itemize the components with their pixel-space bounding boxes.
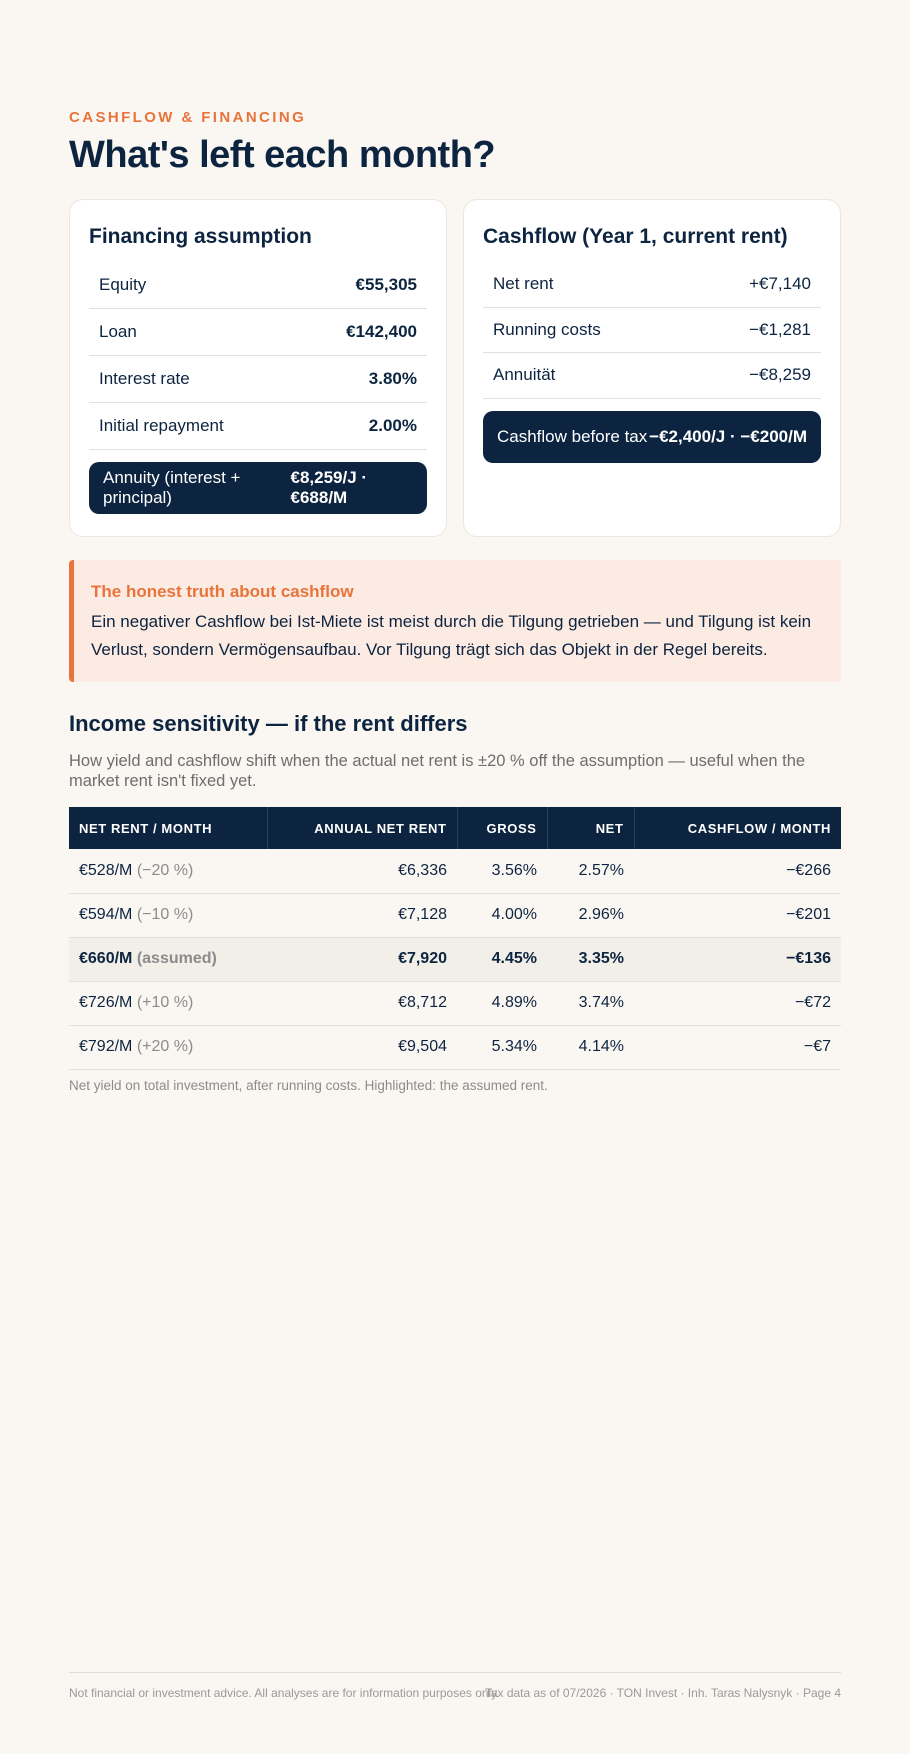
row-label: Initial repayment — [99, 416, 224, 435]
rent-value: €792/M — [79, 1038, 133, 1055]
rent-value: €660/M — [79, 950, 133, 967]
row-label: Annuität — [493, 365, 556, 385]
table-header-row — [69, 807, 841, 849]
cell-cashflow: −€7 — [634, 1025, 841, 1069]
cell-cashflow: −€266 — [634, 849, 841, 893]
row-value: −€8,259 — [749, 365, 811, 385]
cell-annual: €8,712 — [267, 981, 457, 1025]
cell-gross: 4.45% — [457, 937, 547, 981]
cashflow-card-title: Cashflow (Year 1, current rent) — [483, 225, 788, 248]
financing-row-interest-rate — [89, 356, 427, 403]
table-row — [69, 849, 841, 893]
table-footnote: Net yield on total investment, after running costs. Highlighted: the assumed rent. — [69, 1078, 548, 1093]
row-value: +€7,140 — [749, 274, 811, 294]
col-header-net: NET — [547, 807, 634, 849]
cell-net-rent — [69, 1025, 267, 1069]
section-eyebrow: CASHFLOW & FINANCING — [69, 109, 307, 126]
cell-cashflow: −€136 — [634, 937, 841, 981]
rent-tag: (−20 %) — [136, 861, 194, 879]
rent-tag: (−10 %) — [136, 906, 194, 923]
table-row-assumed — [69, 937, 841, 981]
cell-net: 2.96% — [547, 893, 634, 937]
cell-net-rent — [69, 893, 267, 937]
financing-card-title: Financing assumption — [89, 225, 312, 248]
cashflow-row-running-costs — [483, 308, 821, 354]
rent-tag: (assumed) — [136, 950, 217, 967]
sensitivity-title: Income sensitivity — if the rent differs — [69, 711, 468, 736]
col-header-cashflow: CASHFLOW / MONTH — [634, 807, 841, 849]
financing-row-equity — [89, 262, 427, 309]
cashflow-card — [463, 199, 841, 537]
row-value: 3.80% — [368, 369, 417, 388]
row-label: Running costs — [493, 319, 601, 339]
row-label: Net rent — [493, 274, 554, 294]
cashflow-rows — [483, 262, 821, 399]
callout-body: Ein negativer Cashflow bei Ist-Miete ist meist durch die Tilgung getrieben — und Tilgung ist kein Verlust, sondern Vermögensaufbau. Vor Tilgung trägt sich das Objekt in der Regel bereits. — [91, 612, 812, 659]
page-title: What's left each month? — [69, 134, 496, 176]
cashflow-summary-label: Cashflow before tax — [497, 427, 648, 446]
cashflow-summary-bar — [483, 411, 821, 463]
rent-value: €528/M — [79, 861, 133, 879]
annuity-summary-value: €8,259/J · €688/M — [290, 468, 368, 507]
annuity-summary-bar — [89, 462, 427, 514]
footer-divider — [69, 1672, 841, 1673]
row-value: −€1,281 — [749, 319, 811, 339]
callout-title: The honest truth about cashflow — [91, 582, 354, 601]
table-row — [69, 893, 841, 937]
cell-annual: €6,336 — [267, 849, 457, 893]
cell-annual: €7,128 — [267, 893, 457, 937]
rent-value: €726/M — [79, 994, 133, 1011]
row-label: Equity — [99, 275, 147, 294]
table-row — [69, 981, 841, 1025]
cashflow-summary-value: −€2,400/J · −€200/M — [649, 427, 807, 446]
cell-gross: 3.56% — [457, 849, 547, 893]
cell-gross: 4.00% — [457, 893, 547, 937]
cell-net-rent — [69, 849, 267, 893]
cell-cashflow: −€72 — [634, 981, 841, 1025]
honest-truth-callout — [69, 560, 841, 682]
footer-disclaimer: Not financial or investment advice. All analyses are for information purposes only. — [69, 1686, 500, 1700]
rent-value: €594/M — [79, 906, 133, 923]
financing-rows — [89, 262, 427, 450]
col-header-annual-net-rent: ANNUAL NET RENT — [267, 807, 457, 849]
col-header-gross: GROSS — [457, 807, 547, 849]
cashflow-row-net-rent — [483, 262, 821, 308]
col-header-net-rent: NET RENT / MONTH — [69, 807, 267, 849]
row-value: €142,400 — [346, 322, 417, 341]
table-row — [69, 1025, 841, 1069]
cashflow-row-annuitaet — [483, 353, 821, 399]
cell-net-rent — [69, 981, 267, 1025]
sensitivity-table — [69, 807, 841, 1070]
footer-meta: Tax data as of 07/2026 · TON Invest · Inh. Taras Nalysnyk · Page 4 — [484, 1686, 841, 1700]
row-value: 2.00% — [368, 416, 417, 435]
cell-cashflow: −€201 — [634, 893, 841, 937]
financing-row-initial-repayment — [89, 403, 427, 450]
page — [69, 0, 841, 1754]
financing-row-loan — [89, 309, 427, 356]
sensitivity-subtitle: How yield and cashflow shift when the actual net rent is ±20 % off the assumption — useful when the market rent isn't fixed yet. — [69, 752, 806, 790]
row-value: €55,305 — [355, 275, 417, 294]
cell-net: 3.74% — [547, 981, 634, 1025]
cell-net: 2.57% — [547, 849, 634, 893]
cell-net: 3.35% — [547, 937, 634, 981]
cell-net-rent — [69, 937, 267, 981]
cell-annual: €7,920 — [267, 937, 457, 981]
cell-gross: 5.34% — [457, 1025, 547, 1069]
cell-net: 4.14% — [547, 1025, 634, 1069]
cell-gross: 4.89% — [457, 981, 547, 1025]
annuity-summary-label: Annuity (interest + principal) — [103, 468, 241, 507]
row-label: Loan — [99, 322, 137, 341]
rent-tag: (+10 %) — [136, 994, 194, 1011]
row-label: Interest rate — [99, 369, 190, 388]
rent-tag: (+20 %) — [136, 1038, 194, 1055]
cell-annual: €9,504 — [267, 1025, 457, 1069]
financing-card — [69, 199, 447, 537]
